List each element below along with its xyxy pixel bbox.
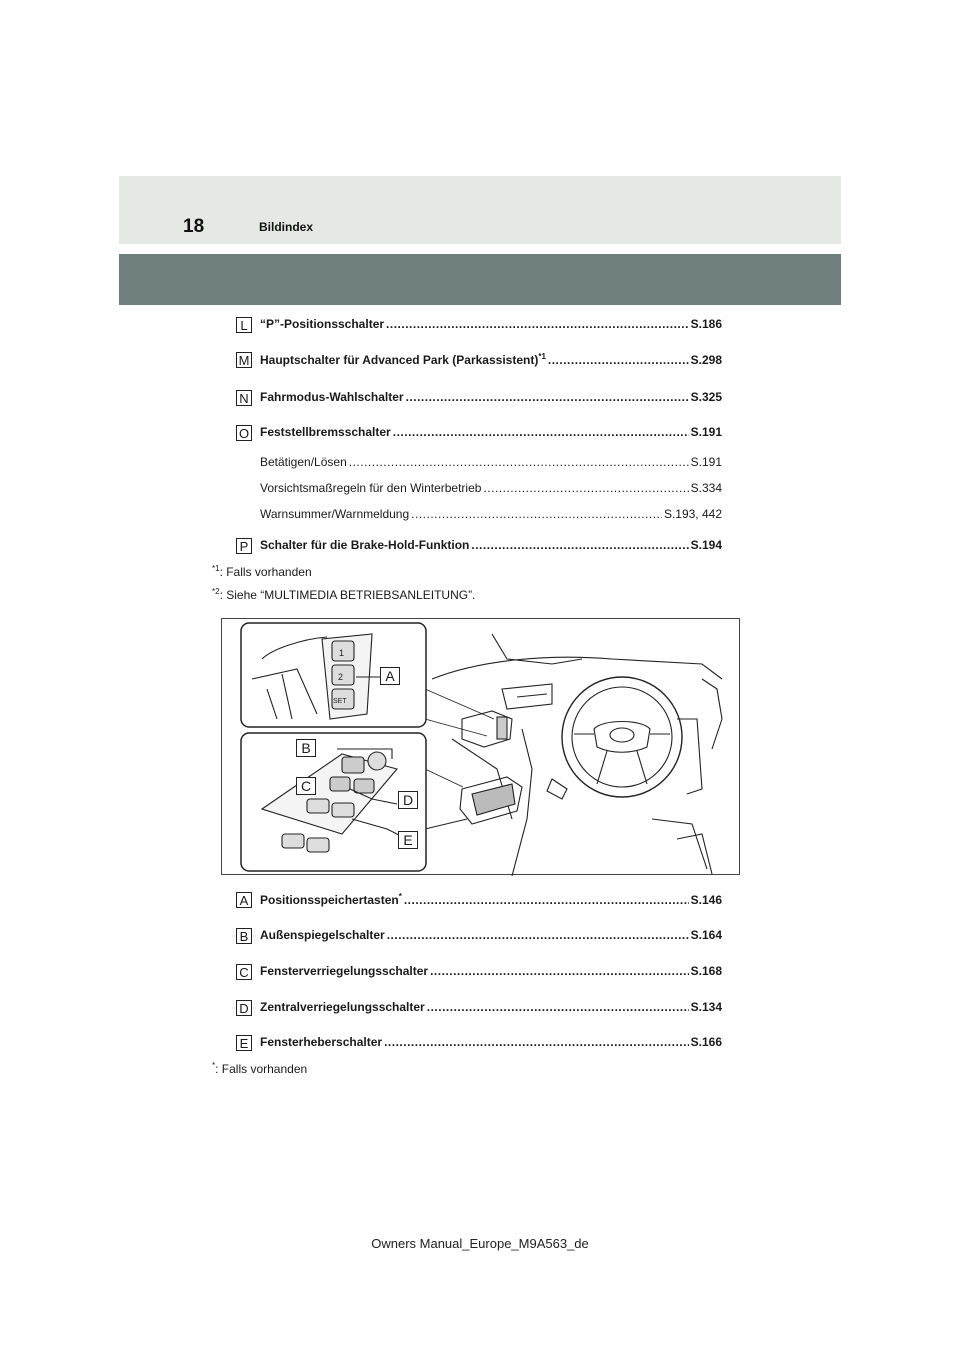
callout-e: E (398, 831, 418, 849)
entry-label: Fahrmodus-Wahlschalter (260, 390, 404, 404)
entry-label: Fensterheberschalter (260, 1035, 383, 1049)
sub-entry-page-ref[interactable]: S.193, 442 (663, 507, 722, 521)
entry-badge: P (236, 538, 252, 554)
page-footer: Owners Manual_Europe_M9A563_de (371, 1236, 589, 1251)
sub-entry[interactable] (236, 507, 722, 527)
entry-label: Fensterverriegelungsschalter (260, 964, 429, 978)
entry-badge: O (236, 425, 252, 441)
sub-entry-label: Betätigen/Lösen (260, 455, 347, 469)
index-entry-c[interactable] (236, 964, 722, 984)
index-entry-a[interactable] (236, 892, 722, 912)
entry-badge: A (236, 892, 252, 908)
page-number: 18 (183, 216, 205, 237)
sub-entry-page-ref[interactable]: S.191 (690, 455, 722, 469)
entry-label: Zentralverriegelungsschalter (260, 1000, 425, 1014)
footnote-marker: *1 (538, 352, 546, 361)
footnote-text: : Falls vorhanden (219, 565, 312, 579)
interior-illustration (221, 618, 740, 875)
index-entry-l[interactable] (236, 317, 722, 337)
index-entry-b[interactable] (236, 928, 722, 948)
index-entry-p[interactable] (236, 538, 722, 558)
index-entry-n[interactable] (236, 390, 722, 410)
entry-badge: D (236, 1000, 252, 1016)
callout-b: B (296, 739, 316, 757)
footnote (212, 564, 312, 579)
footnote (212, 1061, 307, 1076)
entry-page-ref[interactable]: S.191 (690, 425, 722, 439)
memory-button-2-label: 2 (338, 672, 344, 682)
sub-entry-label: Vorsichtsmaßregeln für den Winterbetrieb (260, 481, 482, 495)
entry-page-ref[interactable]: S.325 (690, 390, 722, 404)
sub-entry[interactable] (236, 455, 722, 475)
footnote-text: : Falls vorhanden (215, 1062, 308, 1076)
callout-c: C (296, 777, 316, 795)
header-band (119, 176, 841, 244)
sub-entry-label: Warnsummer/Warnmeldung (260, 507, 410, 521)
entry-page-ref[interactable]: S.168 (690, 964, 722, 978)
footnote-text: : Siehe “MULTIMEDIA BETRIEBSANLEITUNG”. (219, 588, 476, 602)
index-entry-o[interactable] (236, 425, 722, 445)
entry-badge: N (236, 390, 252, 406)
entry-page-ref[interactable]: S.194 (690, 538, 722, 552)
entry-badge: B (236, 928, 252, 944)
entry-page-ref[interactable]: S.134 (690, 1000, 722, 1014)
entry-page-ref[interactable]: S.166 (690, 1035, 722, 1049)
index-entry-e[interactable] (236, 1035, 722, 1055)
entry-badge: M (236, 352, 252, 368)
footnote-marker: *1 (212, 564, 220, 573)
footnote-marker: * (212, 1061, 216, 1070)
entry-label: Außenspiegelschalter (260, 928, 385, 942)
sub-entry-page-ref[interactable]: S.334 (690, 481, 722, 495)
callout-d: D (398, 791, 418, 809)
entry-page-ref[interactable]: S.146 (690, 893, 722, 907)
entry-label: Hauptschalter für Advanced Park (Parkassistent) (260, 353, 539, 367)
entry-label: Schalter für die Brake-Hold-Funktion (260, 538, 470, 552)
entry-label: Feststellbremsschalter (260, 425, 391, 439)
memory-button-1-label: 1 (339, 648, 345, 658)
footnote (212, 587, 475, 602)
callout-a: A (380, 667, 400, 685)
title-band (119, 254, 841, 305)
footnote-marker: * (398, 892, 402, 901)
index-entry-d[interactable] (236, 1000, 722, 1020)
entry-badge: C (236, 964, 252, 980)
index-entry-m[interactable] (236, 352, 722, 372)
entry-badge: E (236, 1035, 252, 1051)
entry-page-ref[interactable]: S.186 (690, 317, 722, 331)
entry-page-ref[interactable]: S.164 (690, 928, 722, 942)
entry-badge: L (236, 317, 252, 333)
sub-entry[interactable] (236, 481, 722, 501)
entry-label: “P”-Positionsschalter (260, 317, 385, 331)
footnote-marker: *2 (212, 587, 220, 596)
entry-page-ref[interactable]: S.298 (690, 353, 722, 367)
memory-button-set-label: SET (333, 698, 347, 705)
section-title: Bildindex (259, 220, 314, 234)
entry-label: Positionsspeichertasten (260, 893, 399, 907)
